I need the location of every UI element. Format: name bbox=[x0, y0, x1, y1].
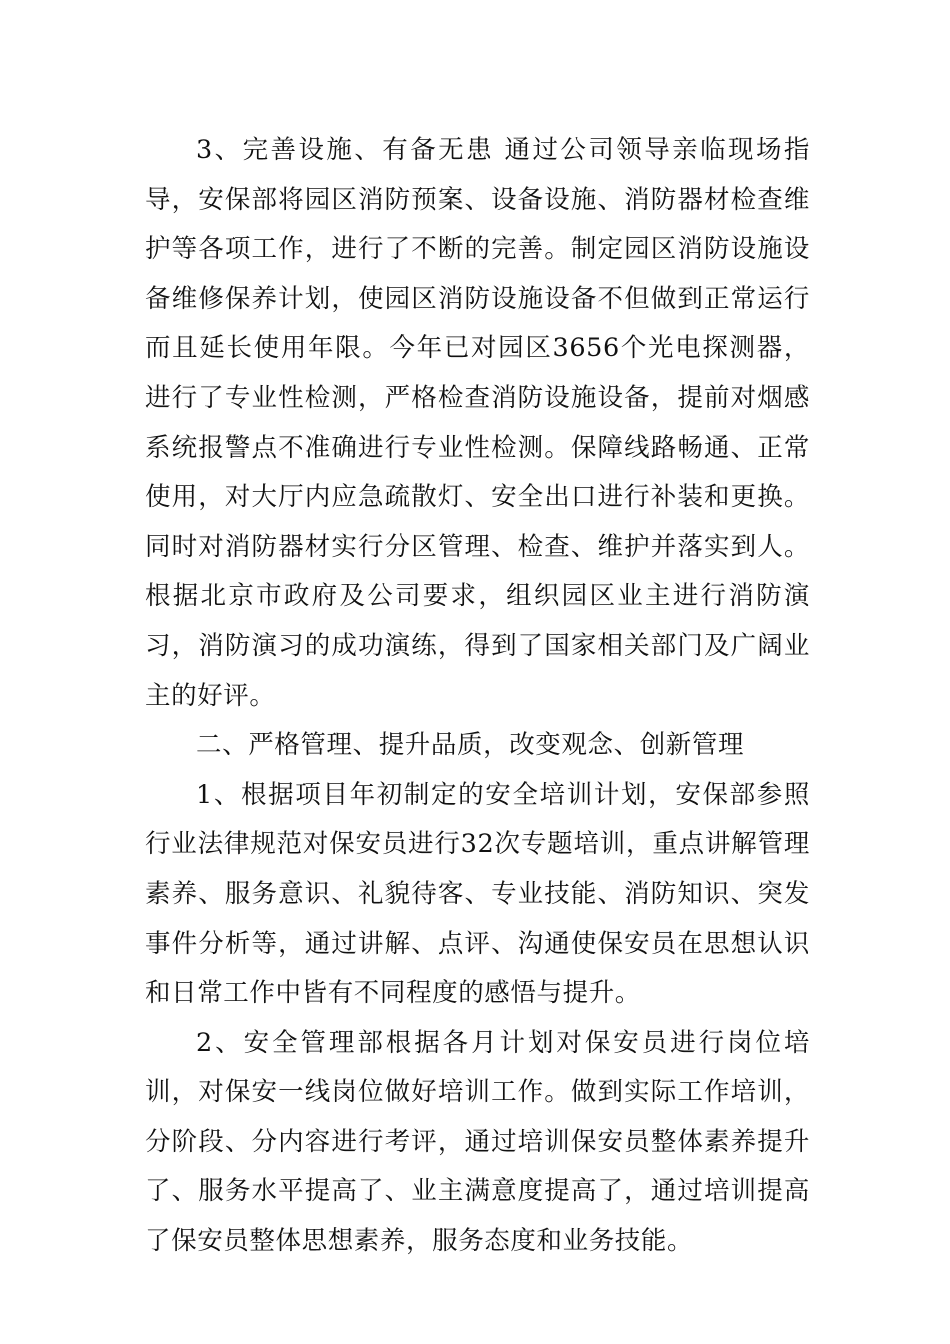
section-heading-management: 二、严格管理、提升品质，改变观念、创新管理 bbox=[196, 730, 745, 761]
paragraph-facilities: 3、完善设施、有备无患 通过公司领导亲临现场指导，安保部将园区消防预案、设备设施、消防器材检查维护等各项工作，进行了不断的完善。制定园区消防设施设备维修保养计划，使园区消防设施设备不但做到正常运行而且延长使用年限。今年已对园区3656个光电探测器，进行了专业性检测，严格检查消防设施设备，提前对烟感系统报警点不准确进行专业性检测。保障线路畅通、正常使用，对大厅内应急疏散灯、安全出口进行补装和更换。同时对消防器材实行分区管理、检查、维护并落实到人。根据北京市政府及公司要求，组织园区业主进行消防演习，消防演习的成功演练，得到了国家相关部门及广阔业主的好评。 bbox=[145, 135, 810, 711]
paragraph-training-plan: 1、根据项目年初制定的安全培训计划，安保部参照行业法律规范对保安员进行32次专题培训，重点讲解管理素养、服务意识、礼貌待客、专业技能、消防知识、突发事件分析等，通过讲解、点评、沟通使保安员在思想认识和日常工作中皆有不同程度的感悟与提升。 bbox=[145, 779, 810, 1009]
paragraph-job-training: 2、安全管理部根据各月计划对保安员进行岗位培训，对保安一线岗位做好培训工作。做到实际工作培训，分阶段、分内容进行考评，通过培训保安员整体素养提升了、服务水平提高了、业主满意度提高了，通过培训提高了保安员整体思想素养，服务态度和业务技能。 bbox=[145, 1027, 810, 1257]
document-body bbox=[145, 126, 810, 1267]
